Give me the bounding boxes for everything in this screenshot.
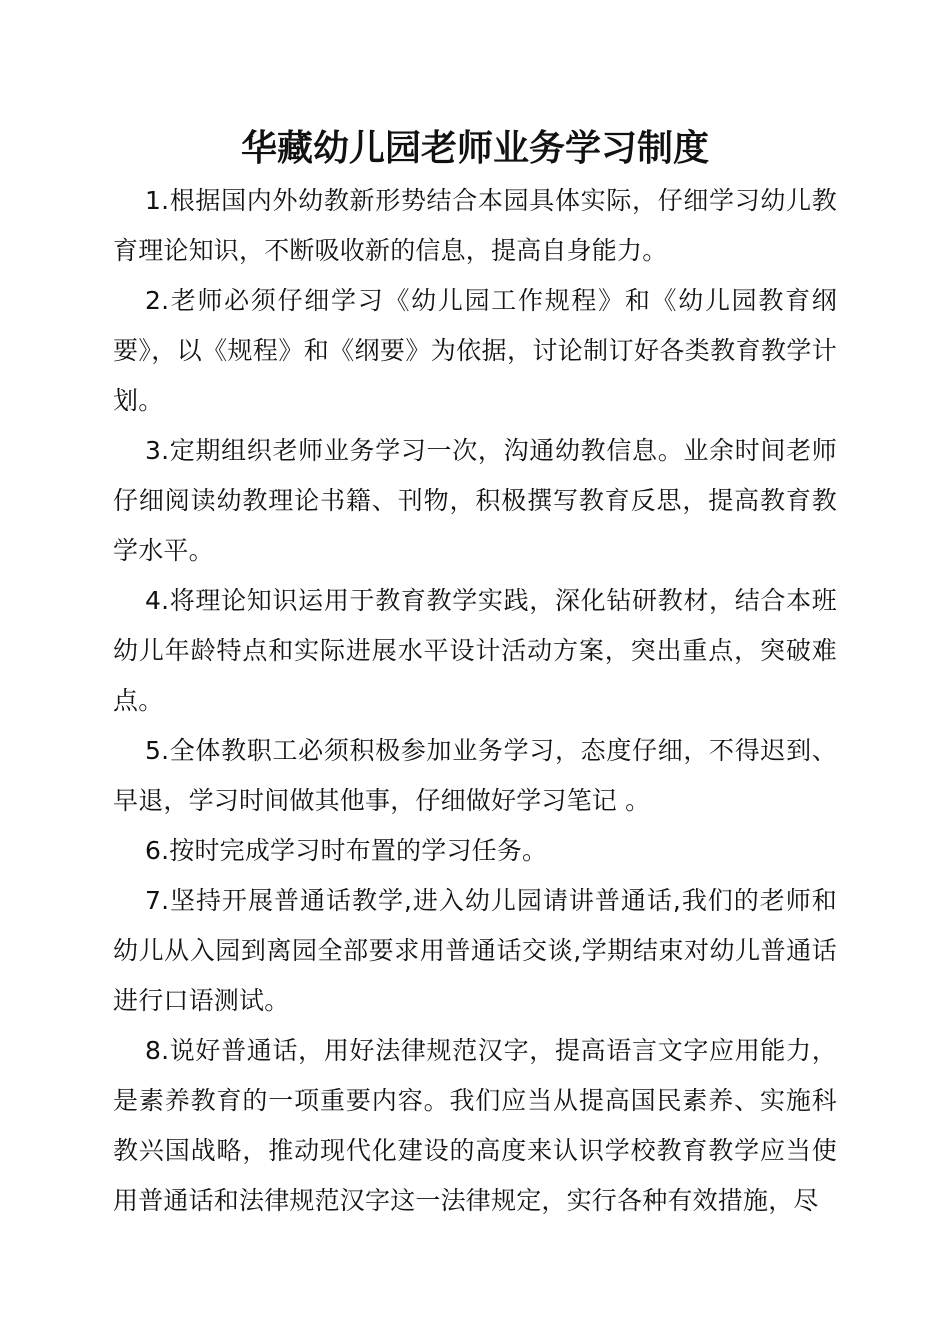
document-body (113, 176, 837, 1226)
paragraph-7: 7.坚持开展普通话教学,进入幼儿园请讲普通话,我们的老师和幼儿从入园到离园全部要求用普通话交谈,学期结束对幼儿普通话进行口语测试。 (113, 886, 837, 1015)
paragraph-8: 8.说好普通话，用好法律规范汉字，提高语言文字应用能力，是素养教育的一项重要内容。我们应当从提高国民素养、实施科教兴国战略，推动现代化建设的高度来认识学校教育教学应当使用普通话和法律规范汉字这一法律规定，实行各种有效措施，尽 (113, 1036, 837, 1215)
paragraph-5: 5.全体教职工必须积极参加业务学习，态度仔细，不得迟到、早退，学习时间做其他事，仔细做好学习笔记 。 (113, 736, 837, 815)
paragraph-3: 3.定期组织老师业务学习一次，沟通幼教信息。业余时间老师仔细阅读幼教理论书籍、刊物，积极撰写教育反思，提高教育教学水平。 (113, 436, 837, 565)
paragraph-6: 6.按时完成学习时布置的学习任务。 (145, 836, 548, 865)
paragraph-4: 4.将理论知识运用于教育教学实践，深化钻研教材，结合本班幼儿年龄特点和实际进展水平设计活动方案，突出重点，突破难点。 (113, 586, 837, 715)
paragraph-1: 1.根据国内外幼教新形势结合本园具体实际，仔细学习幼儿教育理论知识，不断吸收新的信息，提高自身能力。 (113, 186, 837, 265)
document-title: 华藏幼儿园老师业务学习制度 (240, 127, 709, 169)
paragraph-2: 2.老师必须仔细学习《幼儿园工作规程》和《幼儿园教育纲要》，以《规程》和《纲要》为依据，讨论制订好各类教育教学计划。 (113, 286, 837, 415)
